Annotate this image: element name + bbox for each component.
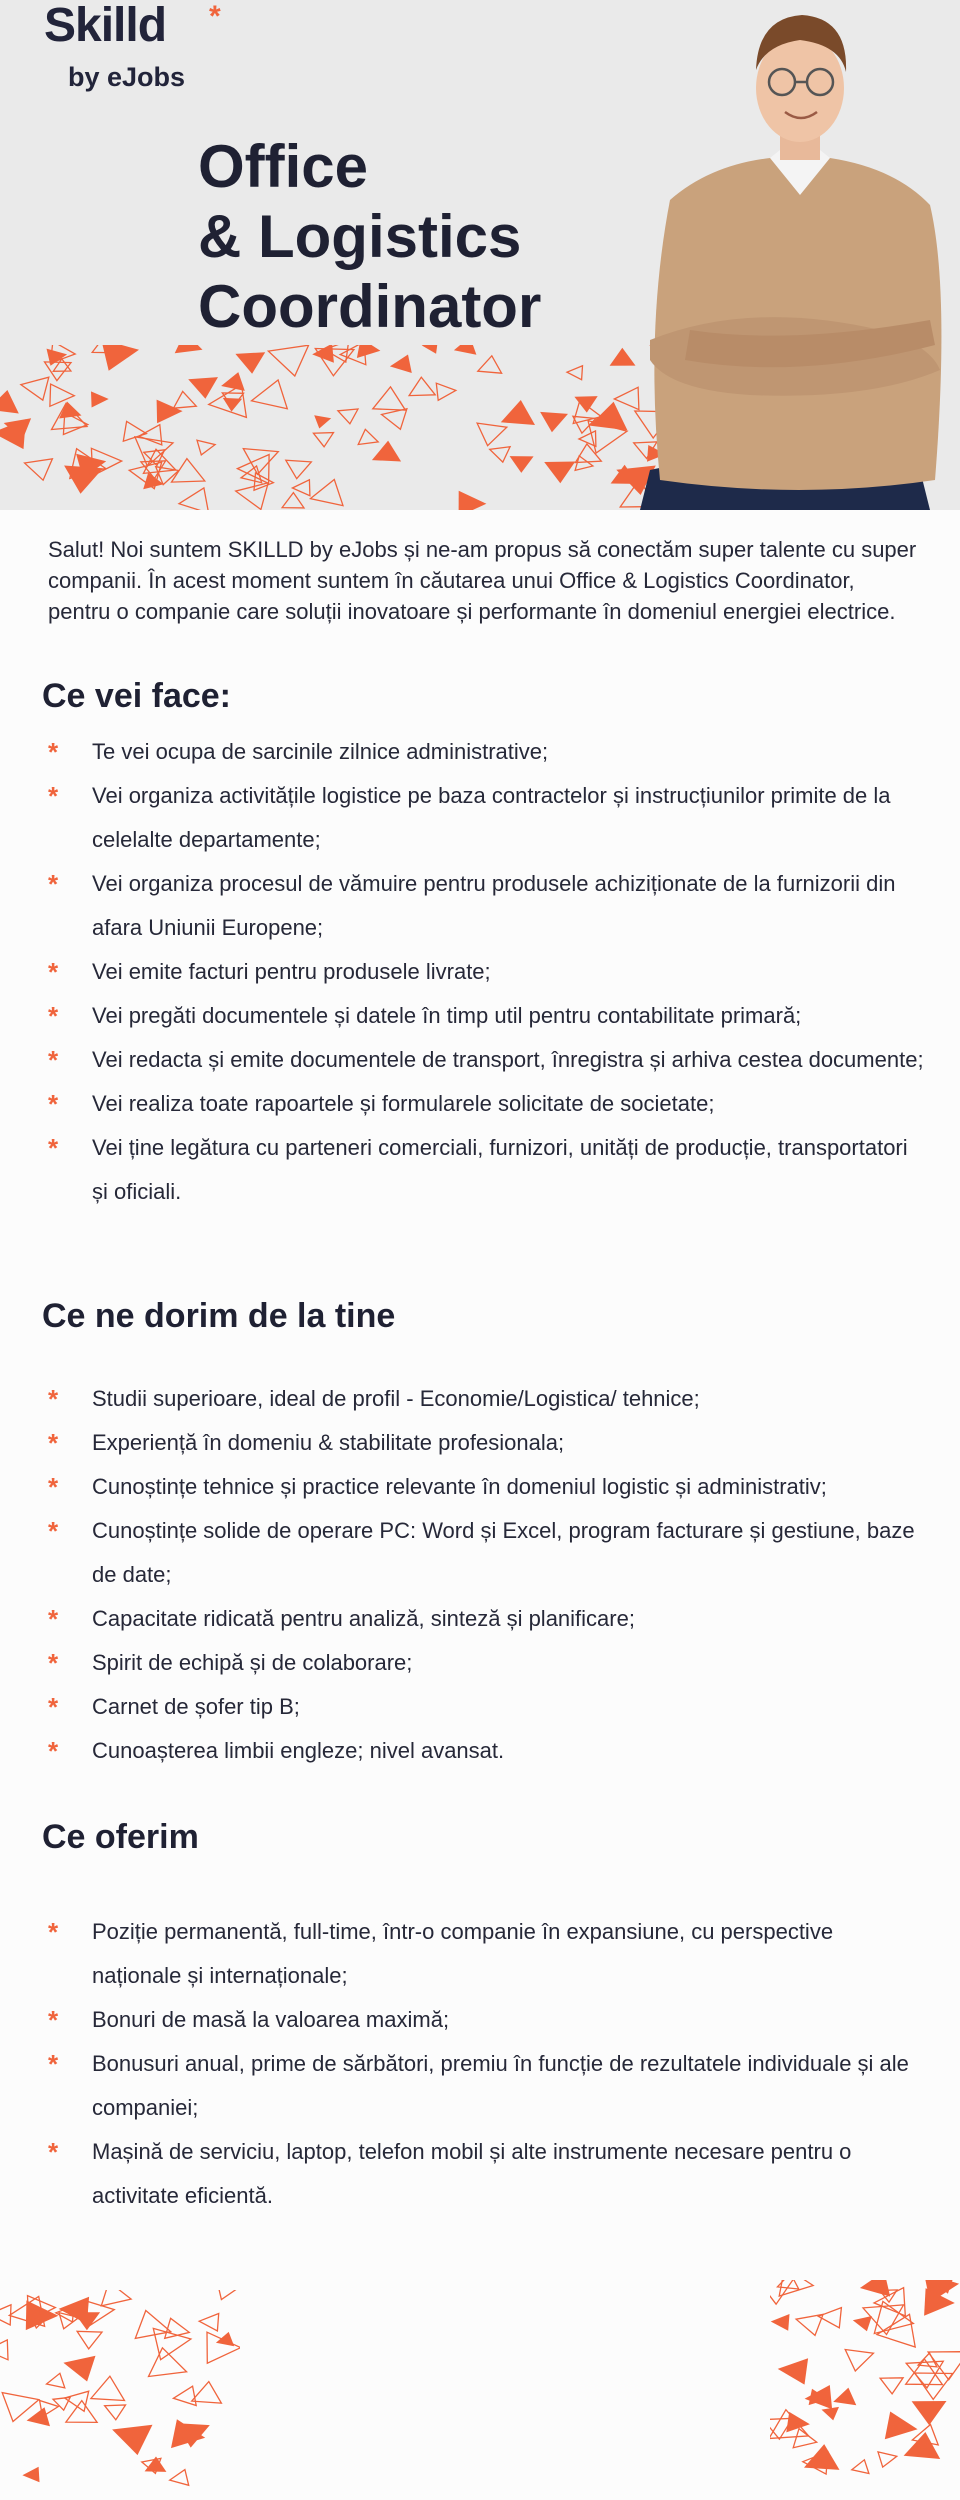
list-item: * Vei organiza activitățile logistice pe baza contractelor și instrucțiunilor primite de la celelalte departamente; — [48, 774, 928, 862]
logo-star-icon: * — [209, 0, 221, 33]
list-item: * Mașină de serviciu, laptop, telefon mobil și alte instrumente necesare pentru o activitate eficientă. — [48, 2130, 928, 2218]
triangle-shape — [192, 2382, 222, 2404]
triangle-shape — [357, 345, 381, 358]
triangle-shape — [358, 429, 378, 444]
job-title-line: Office — [198, 133, 369, 200]
list-item: * Studii superioare, ideal de profil - Economie/Logistica/ tehnice; — [48, 1377, 928, 1421]
triangle-shape — [567, 366, 583, 380]
triangle-shape — [436, 383, 456, 400]
triangle-shape — [218, 2290, 237, 2300]
triangle-shape — [880, 2378, 903, 2394]
triangle-shape — [101, 2290, 131, 2306]
triangle-shape — [382, 409, 407, 430]
triangle-shape — [27, 2407, 50, 2426]
triangle-shape — [852, 2460, 869, 2474]
triangle-shape — [575, 444, 601, 463]
triangle-shape — [490, 447, 510, 462]
section-heading-requirements: Ce ne dorim de la tine — [42, 1297, 396, 1335]
triangle-shape — [216, 2332, 234, 2346]
triangle-shape — [197, 440, 215, 455]
triangle-shape — [459, 491, 487, 510]
triangle-shape — [478, 356, 502, 373]
list-item: * Experiență în domeniu & stabilitate profesionala; — [48, 1421, 928, 1465]
triangle-shape — [885, 2412, 918, 2440]
triangle-shape — [590, 402, 628, 431]
triangle-shape — [510, 456, 534, 473]
asterisk-bullet-icon: * — [48, 1428, 59, 1458]
triangle-shape — [157, 400, 183, 424]
list-item: * Poziție permanentă, full-time, într-o companie în expansiune, cu perspective naționale și internaționale; — [48, 1910, 928, 1998]
triangle-shape — [40, 2401, 59, 2417]
triangle-shape — [860, 2280, 890, 2297]
triangle-shape — [778, 2358, 808, 2384]
job-title — [198, 132, 541, 342]
asterisk-bullet-icon: * — [48, 2137, 59, 2167]
triangle-shape — [101, 345, 139, 371]
triangle-shape — [174, 391, 197, 408]
asterisk-bullet-icon: * — [48, 1516, 59, 1546]
list-item: * Vei pregăti documentele și datele în timp util pentru contabilitate primară; — [48, 994, 928, 1038]
triangle-shape — [66, 2401, 97, 2423]
intro-paragraph: Salut! Noi suntem SKILLD by eJobs și ne-am propus să conectăm super talente cu super companii. În acest moment suntem în căutarea unui Office & Logistics Coordinator, pentru o companie care soluții inovatoare și performante în domeniul energiei electrice. — [48, 537, 917, 624]
triangle-shape — [22, 2467, 39, 2483]
asterisk-bullet-icon: * — [48, 869, 59, 899]
triangle-shape — [47, 2373, 65, 2388]
triangle-shape — [501, 400, 535, 425]
triangle-shape — [338, 409, 358, 424]
list-item: * Bonusuri anual, prime de sărbători, premiu în funcție de rezultatele individuale și ale companiei; — [48, 2042, 928, 2130]
triangle-shape — [833, 2388, 856, 2406]
triangle-shape — [149, 2348, 187, 2377]
asterisk-bullet-icon: * — [48, 1736, 59, 1766]
triangle-shape — [170, 2470, 189, 2486]
triangle-shape — [372, 441, 401, 462]
triangle-shape — [390, 355, 412, 374]
triangle-shape — [822, 2407, 840, 2421]
triangle-shape — [540, 412, 568, 432]
triangle-shape — [771, 2314, 790, 2331]
triangle-shape — [454, 345, 477, 355]
list-item: * Spirit de echipă și de colaborare; — [48, 1641, 928, 1685]
triangle-shape — [0, 390, 19, 414]
list-item: * Vei realiza toate rapoartele și formularele solicitate de societate; — [48, 1082, 928, 1126]
triangle-shape — [282, 493, 304, 508]
list-item: * Cunoștințe tehnice și practice relevante în domeniul logistic și administrativ; — [48, 1465, 928, 1509]
triangle-shape — [91, 2376, 125, 2400]
triangle-shape — [63, 2356, 95, 2382]
triangle-shape — [77, 2331, 102, 2349]
list-item: * Bonuri de masă la valoarea maximă; — [48, 1998, 928, 2042]
asterisk-bullet-icon: * — [48, 2049, 59, 2079]
section-heading-offer: Ce oferim — [42, 1818, 199, 1856]
asterisk-bullet-icon: * — [48, 2005, 59, 2035]
triangle-pattern-bottom-right — [770, 2280, 960, 2480]
triangle-shape — [878, 2452, 897, 2467]
logo-wordmark: Skilld — [44, 0, 167, 52]
list-item: * Te vei ocupa de sarcinile zilnice administrative; — [48, 730, 928, 774]
asterisk-bullet-icon: * — [48, 737, 59, 767]
job-title-line: Coordinator — [198, 273, 542, 340]
list-item: * Cunoașterea limbii engleze; nivel avansat. — [48, 1729, 928, 1773]
triangle-shape — [574, 396, 597, 413]
triangle-shape — [221, 372, 245, 391]
triangle-shape — [145, 2457, 167, 2472]
tasks-list — [48, 730, 928, 1214]
triangle-shape — [853, 2316, 872, 2331]
requirements-list — [48, 1377, 928, 1773]
triangle-shape — [21, 377, 49, 400]
asterisk-bullet-icon: * — [48, 1917, 59, 1947]
asterisk-bullet-icon: * — [48, 1089, 59, 1119]
triangle-shape — [91, 391, 109, 407]
triangle-shape — [188, 377, 218, 399]
triangle-shape — [928, 2352, 960, 2380]
asterisk-bullet-icon: * — [48, 1472, 59, 1502]
asterisk-bullet-icon: * — [48, 1001, 59, 1031]
hero-banner — [0, 0, 960, 510]
triangle-shape — [314, 415, 331, 428]
job-title-line: & Logistics — [198, 203, 522, 270]
triangle-shape — [241, 466, 262, 483]
list-item: * Vei organiza procesul de vămuire pentru produsele achiziționate de la furnizorii din afara Uniunii Europene; — [48, 862, 928, 950]
triangle-shape — [777, 2280, 798, 2289]
triangle-shape — [50, 384, 74, 406]
triangle-shape — [804, 2444, 840, 2470]
asterisk-bullet-icon: * — [48, 1045, 59, 1075]
triangle-shape — [179, 488, 209, 510]
asterisk-bullet-icon: * — [48, 781, 59, 811]
person-photo — [630, 0, 960, 510]
triangle-shape — [912, 2401, 947, 2425]
triangle-shape — [422, 345, 438, 354]
asterisk-bullet-icon: * — [48, 957, 59, 987]
asterisk-bullet-icon: * — [48, 1692, 59, 1722]
triangle-pattern-bottom-left — [0, 2290, 240, 2490]
triangle-shape — [477, 423, 507, 446]
triangle-shape — [313, 433, 333, 447]
triangle-shape — [796, 2314, 823, 2335]
triangle-shape — [252, 380, 288, 409]
triangle-shape — [286, 460, 312, 479]
list-item: * Vei redacta și emite documentele de transport, înregistra și arhiva cestea documente; — [48, 1038, 928, 1082]
asterisk-bullet-icon: * — [48, 1384, 59, 1414]
triangle-shape — [409, 377, 435, 395]
triangle-shape — [373, 387, 406, 410]
section-heading-tasks: Ce vei face: — [42, 677, 231, 715]
triangle-shape — [173, 2386, 196, 2405]
list-item: * Capacitate ridicată pentru analiză, sinteză și planificare; — [48, 1597, 928, 1641]
triangle-shape — [143, 473, 164, 490]
triangle-shape — [235, 352, 265, 374]
triangle-shape — [544, 462, 575, 484]
list-item: * Vei ține legătura cu parteneri comerciali, furnizori, unități de producție, transportatori și oficiali. — [48, 1126, 928, 1214]
triangle-shape — [112, 2425, 152, 2455]
offer-list — [48, 1910, 928, 2218]
triangle-shape — [199, 2314, 219, 2331]
asterisk-bullet-icon: * — [48, 1604, 59, 1634]
list-item: * Cunoștințe solide de operare PC: Word și Excel, program facturare și gestiune, baze de date; — [48, 1509, 928, 1597]
skilld-logo — [44, 0, 221, 93]
triangle-shape — [243, 449, 278, 475]
triangle-shape — [268, 345, 308, 376]
triangle-shape — [292, 480, 310, 496]
triangle-shape — [105, 2405, 126, 2420]
list-item: * Carnet de șofer tip B; — [48, 1685, 928, 1729]
triangle-shape — [25, 459, 53, 480]
triangle-shape — [310, 480, 343, 506]
triangle-shape — [175, 345, 203, 353]
triangle-shape — [845, 2350, 873, 2372]
triangle-shape — [47, 349, 68, 366]
triangle-shape — [786, 2412, 810, 2433]
logo-subtitle: by eJobs — [68, 62, 186, 92]
triangle-shape — [0, 2340, 8, 2360]
asterisk-bullet-icon: * — [48, 1133, 59, 1163]
asterisk-bullet-icon: * — [48, 1648, 59, 1678]
list-item: * Vei emite facturi pentru produsele livrate; — [48, 950, 928, 994]
